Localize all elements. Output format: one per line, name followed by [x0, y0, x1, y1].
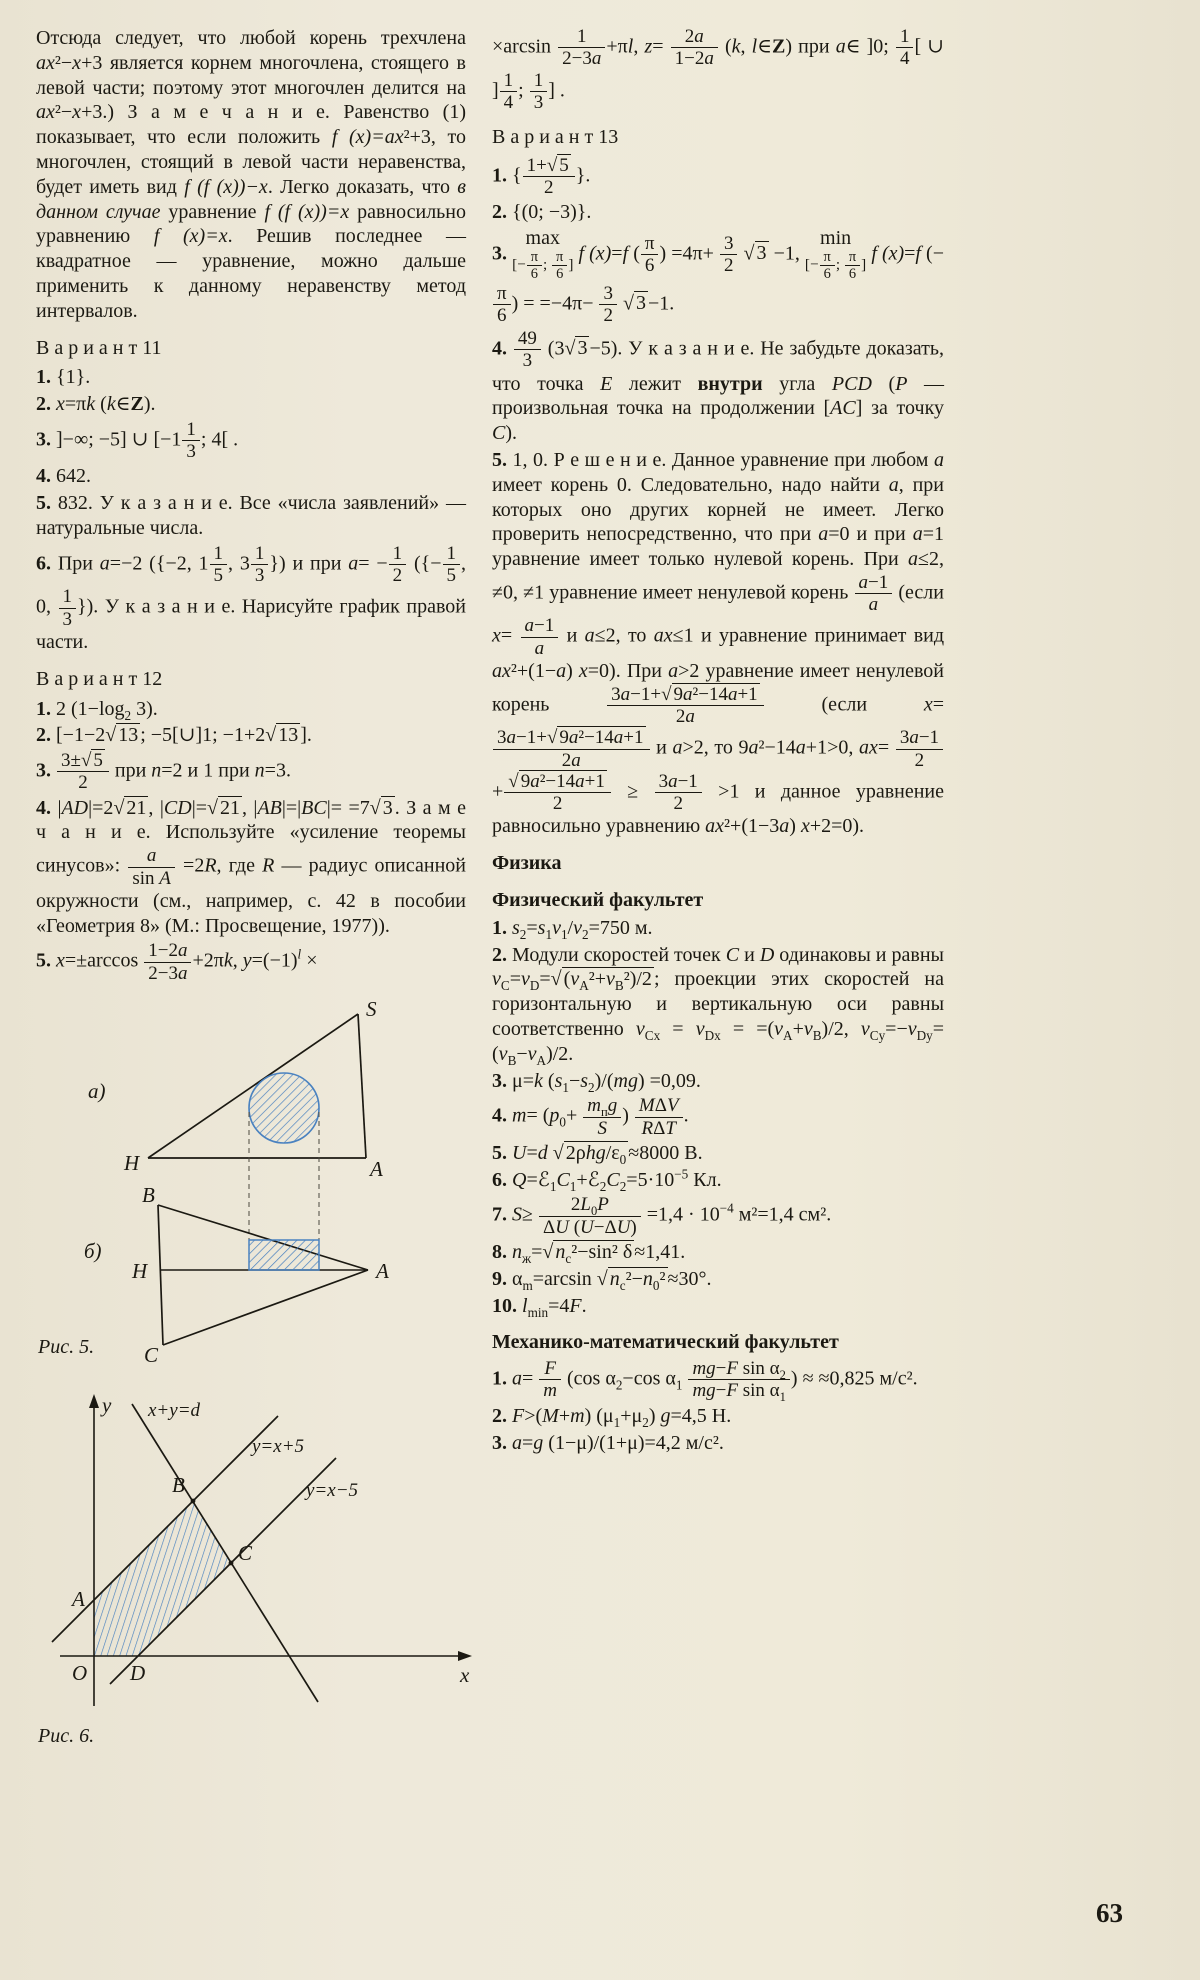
fig6-dot-B: [191, 1499, 196, 1504]
figure-6: [36, 1388, 470, 1749]
variant-11-item-4: 4. 642.: [36, 465, 91, 488]
variant-12-item-1: 1. 2 ($1-\log_2$ 3).: [36, 697, 158, 723]
fig5-triangle-b: [158, 1205, 368, 1345]
physics-item-9: 9. $\alpha_m=\arcsin$ √ $n_c^2-n_0^2 \approx 30^\circ$.: [492, 1267, 712, 1293]
fig5-point-A-b: A: [376, 1258, 389, 1283]
variant-12-item-5: 5. x=±arccos $\frac{1-2a}{2-3a}$ +2πk, $y=(-1)^l$ ×: [36, 940, 318, 984]
mechmath-item-1: 1. a= $\frac{F}{m}$ (cos $\alpha_2-\cos$ $\alpha_1$ $\frac{mg-F \sin \alpha_2}{mg-F \sin \alpha_1}$ ) ≈ ≈0,825 м/с².: [492, 1358, 918, 1405]
fig5-hatched-rectangle: [249, 1240, 319, 1270]
physics-item-8: 8. $n_ж=√$ $n_c^2-\sin^2$ δ ≈1,41.: [492, 1241, 686, 1267]
variant-13-title: В а р и а н т 13: [492, 126, 619, 149]
fig6-dot-C: [229, 1561, 234, 1566]
intro-paragraph: Отсюда следует, что любой корень трехчлена ax²−x+3 является корнем многочлена, стоящего в левой части; поэтому этот многочлен делится на ax²−x+3.) З а м е ч а н и е. Равенство (1) показывает, что если положить f (x)=ax²+3, то многочлен, стоящий в левой части неравенства, будет иметь вид f (f (x))−x. Легко доказать, что в данном случае уравнение f (f (x))=x равносильно уравнению f (x)=x. Решив последнее — квадратное — уравнение, можно дальше применить к данному неравенству метод интервалов.: [36, 27, 467, 322]
variant-12-title: В а р и а н т 12: [36, 667, 163, 690]
fig5-point-C: C: [144, 1342, 159, 1367]
fig6-eq-y-x-minus-5: y=x−5: [306, 1479, 359, 1501]
physics-item-4: 4. $m= (p_0+$ $m_пg$ S ) MΔV RΔT .: [492, 1095, 689, 1139]
fig6-axis-y-label: y: [102, 1392, 112, 1417]
variant-11-title: В а р и а н т 11: [36, 336, 162, 359]
fig6-y-arrow: [89, 1394, 99, 1408]
physics-item-5: 5. U=d √ $2\rho hg/\varepsilon_0 \approx 8000$ В.: [492, 1141, 703, 1167]
right-column: [492, 26, 944, 1457]
variant-12-item-3: 3. $\frac{3\pm√ 5}{2}$ при n=2 и 1 при n=3.: [36, 750, 291, 794]
fig6-point-C: C: [238, 1540, 253, 1565]
physics-item-7: 7. S≥ $\frac{2L_0P}{\Delta U (U-\Delta U)}$ $=1,4 \cdot 10^{-4}$ м²=1,4 см².: [492, 1194, 832, 1238]
mechmath-faculty-heading: Механико-математический факультет: [492, 1331, 839, 1354]
variant-13-item-1: 1. { $\frac{1+√ 5}{2}$ }.: [492, 154, 591, 199]
variant-13-item-2: 2. {(0; −3)}.: [492, 201, 592, 224]
physics-faculty-heading: Физический факультет: [492, 888, 704, 911]
fig6-x-arrow: [458, 1651, 472, 1661]
fig6-point-O: O: [72, 1660, 88, 1685]
figure-6-caption: Рис. 6.: [38, 1724, 95, 1747]
variant-13-item-3: 3. max [− $\frac{\pi}{6}$ ; $\frac{\pi}{6}$ ] f (x)=f ( $\frac{\pi}{6}$ ) =4π+ $\frac{3}{2}$ √ 3 −1, min [− $\frac{\pi}{6}$ ; $\frac{\pi}{6}$ ] f (x)=f (− $\frac{\pi}{6}$ ) = =−4π− $\frac{3}{2}$ √ 3 −1.: [492, 227, 944, 326]
physics-item-2: 2. Модули скоростей точек C и D одинаковы и равны $v_C=v_D=√$ $(v_A^2+v_B^2)/2$ ; проекции этих скоростей на горизонтальную и вертикальную оси равны соответственно $v_{Cx} = v_{Dx} = =(v_A+v_B)/2$, $v_{Cy}=-v_{Dy}=(v_B-v_A)/2$.: [492, 943, 945, 1068]
fig5-point-S: S: [366, 999, 377, 1021]
figure-5-drawing: [36, 1000, 466, 1372]
variant-13-item-4: 4. $\frac{49}{3}$ (3√ 3 −5). У к а з а н и е. Не забудьте доказать, что точка E лежит внутри угла PCD (P — произвольная точка на продолжении [AC] за точку C).: [492, 328, 945, 445]
fig6-point-D: D: [130, 1660, 146, 1685]
physics-heading: Физика: [492, 852, 562, 875]
mechmath-item-3: 3. a=g (1−μ)/(1+μ)=4,2 м/с².: [492, 1431, 724, 1454]
fig5-hatched-circle: [249, 1073, 319, 1143]
variant-11-item-1: 1. {1}.: [36, 366, 91, 389]
fig6-point-A: A: [72, 1586, 85, 1611]
fig6-eq-y-x-plus-5: y=x+5: [252, 1435, 305, 1457]
variant-13-item-5: 5. 1, 0. Р е ш е н и е. Данное уравнение при любом a имеет корень 0. Следовательно, надо найти a, при которых оно других корней не имеет. Легко проверить непосредственно, что при a=0 и при a=1 уравнение имеет только нулевой корень. При a≤2, ≠0, ≠1 уравнение имеет ненулевой корень $\frac{a-1}{a}$ (если x= $\frac{a-1}{a}$ и a≤2, то ax≤1 и уравнение принимает вид ax²+(1−a) x=0). При a>2 уравнение имеет ненулевой корень $\frac{\text{3a−1+√ 9a²−14a+1}}{2a}$ (если x= $\frac{\text{3a−1+√ 9a²−14a+1}}{2a}$ и a>2, то 9a²−14a+1>0, ax= $\frac{3a-1}{2}$ + $\frac{\text{√ 9a²−14a+1}}{2}$ ≥ $\frac{3a-1}{2}$ >1 и данное уравнение равносильно уравнению ax²+(1−3a) x+2=0).: [492, 448, 945, 838]
figure-6-drawing: [36, 1388, 476, 1718]
fig5-point-A-a: A: [370, 1156, 383, 1181]
fig5-point-H-a: H: [124, 1150, 140, 1175]
physics-item-3: 3. μ=k $(s_1-s_2)/(mg) =0,09$.: [492, 1069, 701, 1095]
variant-11-item-5: 5. 832. У к а з а н и е. Все «числа заявлений» — натуральные числа.: [36, 492, 466, 540]
fig5-point-H-b: H: [132, 1258, 148, 1283]
variant-11-item-2: 2. x=πk (k∈Z).: [36, 393, 156, 416]
fig5-point-B: B: [142, 1182, 155, 1207]
continuation-formula: ×arcsin $\frac{1}{2-3a}$ +πl, z= $\frac{2a}{1-2a}$ (k, l∈Z) при a∈ ]0; $\frac{1}{4}$ [ ∪ ] $\frac{1}{4}$ ; $\frac{1}{3}$ ] .: [492, 26, 945, 113]
fig6-point-B: B: [172, 1472, 185, 1497]
mechmath-item-2: 2. F>(M+m) $(\mu_1+\mu_2)$ g=4,5 Н.: [492, 1404, 732, 1430]
page-number: 63: [1096, 1898, 1123, 1928]
physics-item-6: 6. $Q=ℰ_1C_1+ℰ_2C_2=5\cdot 10^{-5}$ Кл.: [492, 1166, 722, 1194]
fig5-label-b-tag: б): [84, 1238, 102, 1263]
left-column: [36, 26, 470, 1749]
variant-12-item-2: 2. [−1−2√ 13 ; −5[∪]1; −1+2√ 13 ].: [36, 724, 312, 747]
fig6-axis-x-label: x: [460, 1662, 470, 1687]
fig5-triangle-a: [148, 1014, 366, 1158]
figure-5: [36, 1000, 466, 1372]
fig5-label-a-tag: а): [88, 1078, 106, 1103]
variant-12-item-4: 4. |AD|=2√ 21 , |CD|=√ 21 , |AB|=|BC|= =7√ 3 . З а м е ч а н и е. Используйте «усиление теоремы синусов»: $\frac{a}{\text{sin A}}$ =2R, где R — радиус описанной окружности (см., например, с. 42 в пособии «Геометрия 8» (М.: Просвещение, 1977)).: [36, 796, 466, 937]
variant-11-item-6: 6. При a=−2 ({−2, 1 $\frac{1}{5}$ , 3 $\frac{1}{3}$ }) и при a= − $\frac{1}{2}$ ({− $\frac{1}{5}$ , 0, $\frac{1}{3}$ }). У к а з а н и е. Нарисуйте график правой части.: [36, 542, 466, 653]
physics-item-10: 10. $l_{min}=4F$.: [492, 1294, 587, 1320]
figure-5-caption: Рис. 5.: [38, 1336, 95, 1359]
physics-item-1: 1. $s_2=s_1v_1/v_2=750$ м.: [492, 916, 653, 942]
variant-11-item-3: 3. ]−∞; −5] ∪ [−1 $\frac{1}{3}$ ; 4[ .: [36, 418, 239, 463]
fig6-eq-x-plus-y-d: x+y=d: [148, 1399, 201, 1421]
